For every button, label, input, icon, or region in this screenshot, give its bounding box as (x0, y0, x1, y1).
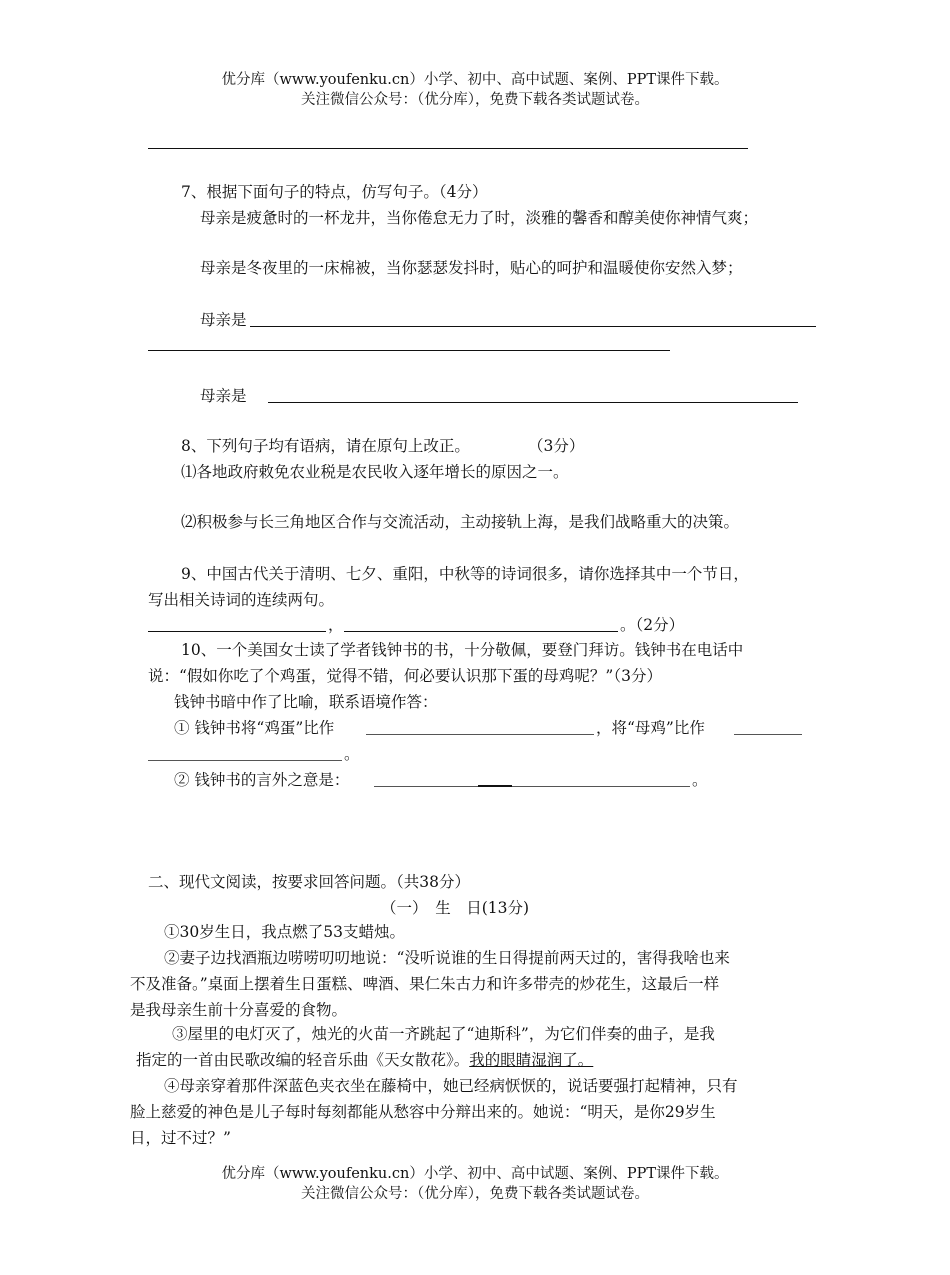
passage-para-4-line-3: 日，过不过？” (130, 1129, 231, 1147)
q7-answer-line-1[interactable] (250, 326, 816, 327)
q7-prompt: 7、根据下面句子的特点，仿写句子。（4分） (181, 183, 488, 201)
passage-para-3-text: 指定的一首由民歌改编的轻音乐曲《天女散花》。 (136, 1051, 470, 1069)
q10-line-3: 钱钟书暗中作了比喻，联系语境作答： (174, 693, 438, 711)
passage-title: （一） 生 日(13分) (381, 899, 530, 917)
q9-line-2: 写出相关诗词的连续两句。 (148, 591, 335, 609)
q10-line-1: 10、一个美国女士读了学者钱钟书的书，十分敬佩，要登门拜访。钱钟书在电话中 (181, 641, 744, 659)
q8-prompt: 8、下列句子均有语病，请在原句上改正。 (181, 437, 470, 455)
q10-answer-2-label: ② 钱钟书的言外之意是： (174, 771, 350, 789)
underlined-sentence: 我的眼睛湿润了。 (469, 1051, 594, 1069)
q9-end: 。（2分） (620, 616, 685, 634)
q9-blank-2[interactable] (344, 631, 618, 632)
passage-para-1: ①30岁生日，我点燃了53支蜡烛。 (164, 923, 405, 941)
q7-stem-2: 母亲是 (200, 387, 247, 405)
passage-para-4-line-1: ④母亲穿着那件深蓝色夹衣坐在藤椅中，她已经病恹恹的，说话要强打起精神，只有 (164, 1077, 738, 1095)
q10-blank-hen-cont[interactable] (148, 760, 342, 761)
header-line-1: 优分库（www.youfenku.cn）小学、初中、高中试题、案例、PPT课件下载。 (221, 72, 729, 88)
passage-para-3-line-1: ③屋里的电灯灭了，烛光的火苗一齐跳起了“迪斯科”，为它们伴奏的曲子，是我 (172, 1025, 715, 1043)
passage-para-3-line-2 (136, 1050, 593, 1070)
q7-answer-line-1-cont[interactable] (148, 350, 670, 351)
q9-comma: ， (328, 616, 344, 634)
q10-blank-egg[interactable] (366, 734, 594, 735)
q10-line-2: 说：“假如你吃了个鸡蛋，觉得不错，何必要认识那下蛋的母鸡呢？”（3分） (148, 667, 662, 685)
q8-sentence-2: ⑵积极参与长三角地区合作与交流活动，主动接轨上海，是我们战略重大的决策。 (181, 513, 740, 531)
q7-example-2: 母亲是冬夜里的一床棉被，当你瑟瑟发抖时，贴心的呵护和温暖使你安然入梦； (200, 259, 743, 277)
footer-line-1: 优分库（www.youfenku.cn）小学、初中、高中试题、案例、PPT课件下载。 (221, 1166, 729, 1182)
section-2-title: 二、现代文阅读，按要求回答问题。（共38分） (148, 873, 470, 891)
passage-para-2-line-3: 是我母亲生前十分喜爱的食物。 (130, 1001, 348, 1019)
passage-para-2-line-2: 不及准备。”桌面上摆着生日蛋糕、啤酒、果仁朱古力和许多带壳的炒花生，这最后一样 (130, 975, 720, 993)
q7-stem-1: 母亲是 (200, 311, 247, 329)
q10-answer-1-mid: ，将“母鸡”比作 (596, 719, 705, 737)
q10-blank-meaning[interactable] (374, 786, 690, 787)
q9-line-1: 9、中国古代关于清明、七夕、重阳，中秋等的诗词很多，请你选择其中一个节日， (181, 565, 749, 583)
header-line-2: 关注微信公众号：（优分库），免费下载各类试题试卷。 (301, 92, 649, 108)
q7-example-1: 母亲是疲惫时的一杯龙井，当你倦怠无力了时，淡雅的馨香和醇美使你神情气爽； (200, 209, 759, 227)
q10-blank-hen[interactable] (734, 734, 802, 735)
q10-answer-2-end: 。 (692, 771, 708, 789)
q10-period: 。 (344, 745, 360, 763)
q10-blank-mark (478, 785, 512, 787)
q8-score: （3分） (528, 437, 585, 455)
q9-blank-1[interactable] (148, 631, 326, 632)
passage-para-2-line-1: ②妻子边找酒瓶边唠唠叨叨地说：“没听说谁的生日得提前两天过的，害得我啥也来 (164, 949, 730, 967)
answer-line (148, 148, 748, 149)
q7-answer-line-2[interactable] (268, 402, 798, 403)
footer-line-2: 关注微信公众号：（优分库），免费下载各类试题试卷。 (301, 1186, 649, 1202)
q10-answer-1-label: ① 钱钟书将“鸡蛋”比作 (174, 719, 335, 737)
q8-sentence-1: ⑴各地政府敕免农业税是农民收入逐年增长的原因之一。 (181, 463, 569, 481)
passage-para-4-line-2: 脸上慈爱的神色是儿子每时每刻都能从愁容中分辩出来的。她说：“明天，是你29岁生 (130, 1103, 716, 1121)
